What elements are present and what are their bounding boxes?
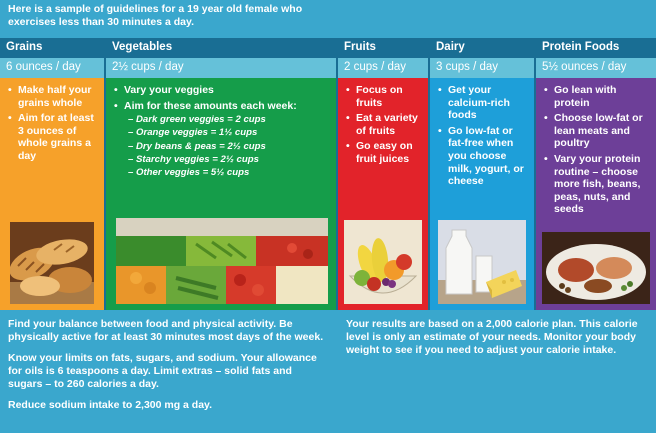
grains-tip: • Aim for at least 3 ounces of whole grains a day: [8, 112, 100, 162]
vegetable-market-photo-icon: [116, 218, 328, 304]
vegetables-amount: 2½ cups / day: [106, 58, 336, 78]
protein-amount: 5½ ounces / day: [536, 58, 656, 78]
dairy-amount: 3 cups / day: [430, 58, 534, 78]
vegetables-tips: [106, 78, 336, 112]
footer-calorie-plan-text: Your results are based on a 2,000 calorie plan. This calorie level is only an estimate of your needs. Monitor your body weight to see if you need to adjust your calorie intake.: [346, 318, 638, 356]
protein-column: [536, 38, 656, 310]
fruit-bowl-photo-icon: [344, 220, 422, 304]
protein-tip: • Go lean with protein: [544, 84, 652, 109]
fruits-column: [338, 38, 428, 310]
protein-tips: [536, 78, 656, 216]
dairy-tip: • Get your calcium-rich foods: [438, 84, 530, 122]
milk-cheese-photo-icon: [438, 220, 526, 304]
fruits-header: Fruits: [338, 38, 428, 58]
intro-line-2: exercises less than 30 minutes a day.: [8, 16, 194, 28]
vegetables-body: [106, 78, 336, 310]
vegetables-weekly-amounts: [106, 112, 336, 179]
fruits-tip: • Focus on fruits: [346, 84, 424, 109]
fruits-tips: [338, 78, 428, 166]
protein-header: Protein Foods: [536, 38, 656, 58]
footer-activity-text: Find your balance between food and physical activity. Be physically active for at least 30 minutes most days of the week.: [8, 318, 324, 343]
grains-tip: • Make half your grains whole: [8, 84, 100, 109]
grains-header: Grains: [0, 38, 104, 58]
food-group-columns: [0, 38, 656, 310]
bread-photo-icon: [10, 222, 94, 304]
dairy-tip: • Go low-fat or fat-free when you choose milk, yogurt, or cheese: [438, 125, 530, 188]
vegetables-header: Vegetables: [106, 38, 336, 58]
protein-plate-photo-icon: [542, 232, 650, 304]
footer-right: [346, 318, 646, 365]
footer-left: [8, 318, 328, 420]
intro-line-1: Here is a sample of guidelines for a 19 year old female who: [8, 3, 303, 15]
footer-limits-text: Know your limits on fats, sugars, and sodium. Your allowance for oils is 6 teaspoons a day. Limit extras – solid fats and sugars – to 260 calories a day.: [8, 352, 317, 390]
intro-text: [8, 3, 528, 29]
protein-tip: • Vary your protein routine – choose more fish, beans, peas, nuts, and seeds: [544, 153, 652, 216]
vegetables-amount-item: – Dark green veggies = 2 cups: [128, 113, 336, 126]
fruits-tip: • Go easy on fruit juices: [346, 140, 424, 165]
vegetables-amount-item: – Other veggies = 5½ cups: [128, 166, 336, 179]
fruits-amount: 2 cups / day: [338, 58, 428, 78]
grains-amount: 6 ounces / day: [0, 58, 104, 78]
footer: [0, 310, 656, 433]
vegetables-amount-item: – Orange veggies = 1½ cups: [128, 126, 336, 139]
vegetables-tip: • Vary your veggies: [114, 84, 332, 97]
dairy-tips: [430, 78, 534, 188]
grains-column: [0, 38, 104, 310]
vegetables-tip: • Aim for these amounts each week:: [114, 100, 332, 113]
grains-tips: [0, 78, 104, 163]
fruits-tip: • Eat a variety of fruits: [346, 112, 424, 137]
dairy-header: Dairy: [430, 38, 534, 58]
vegetables-amount-item: – Dry beans & peas = 2½ cups: [128, 140, 336, 153]
vegetables-amount-item: – Starchy veggies = 2½ cups: [128, 153, 336, 166]
vegetables-column: [106, 38, 336, 310]
footer-sodium-text: Reduce sodium intake to 2,300 mg a day.: [8, 399, 213, 411]
protein-body: [536, 78, 656, 310]
dairy-column: [430, 38, 534, 310]
fruits-body: [338, 78, 428, 310]
dairy-body: [430, 78, 534, 310]
protein-tip: • Choose low-fat or lean meats and poultry: [544, 112, 652, 150]
grains-body: [0, 78, 104, 310]
